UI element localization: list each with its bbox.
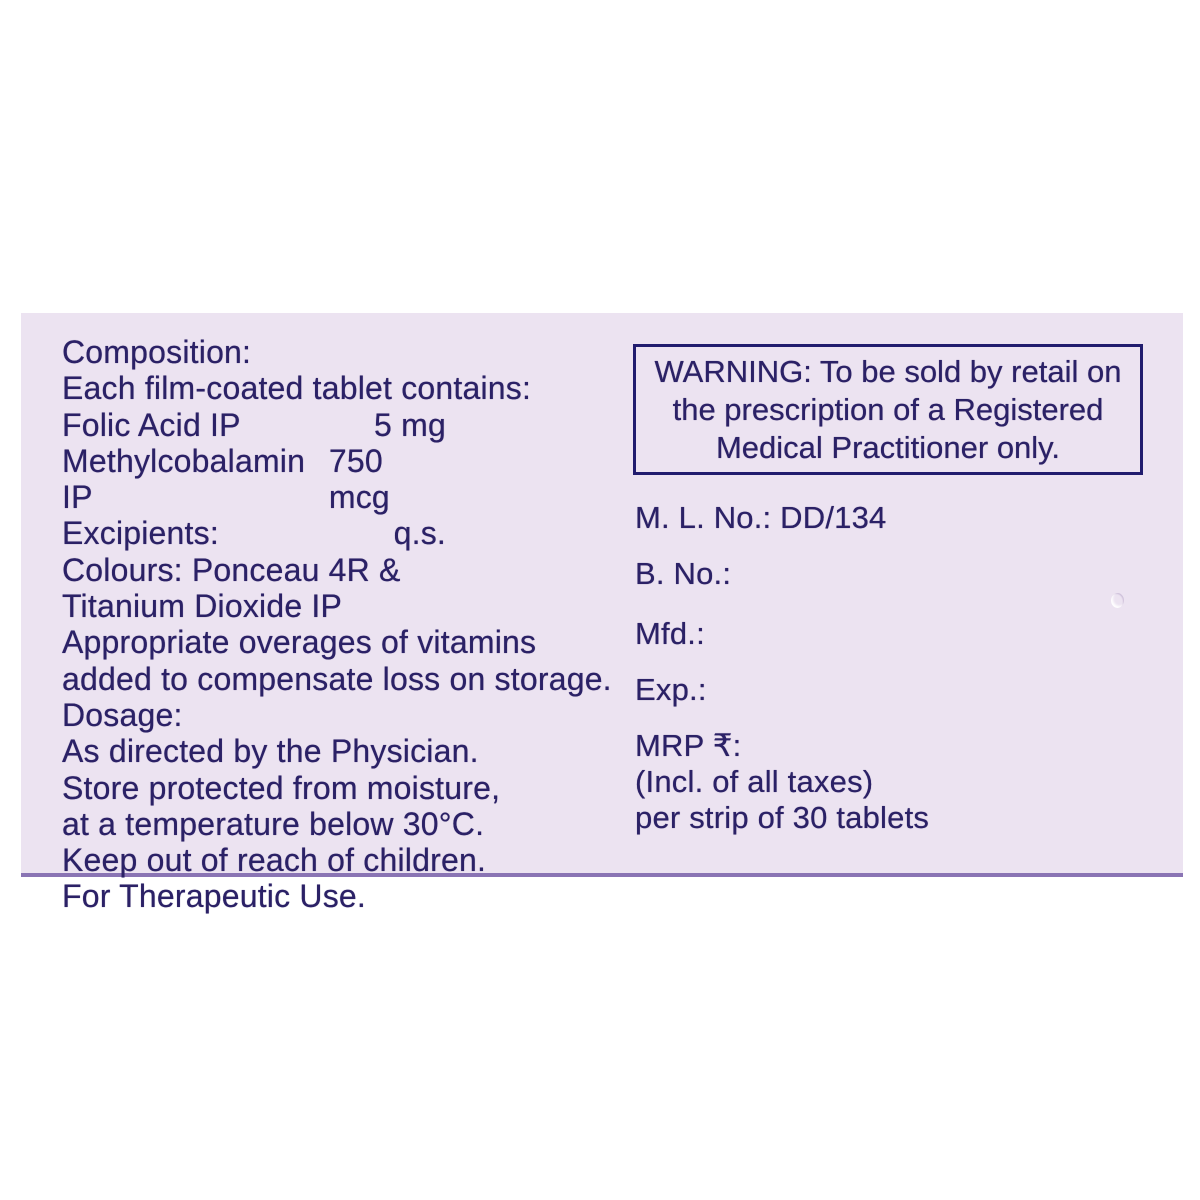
- batch-number-field: B. No.:: [635, 556, 732, 591]
- colours-line-1: Colours: Ponceau 4R &: [62, 551, 401, 588]
- medicine-box-back-panel: [21, 313, 1183, 915]
- mrp-pack-size-note: per strip of 30 tablets: [635, 800, 930, 835]
- ingredient-name: Methylcobalamin IP: [62, 442, 306, 516]
- colours-line-2: Titanium Dioxide IP: [62, 588, 343, 625]
- ingredient-amount: 5 mg: [374, 406, 446, 443]
- warning-line-3: Medical Practitioner only.: [715, 429, 1060, 465]
- mfd-date-field: Mfd.:: [635, 616, 705, 651]
- dosage-heading: Dosage:: [62, 696, 183, 733]
- storage-line-2: at a temperature below 30°C.: [62, 805, 485, 842]
- ml-number-field: M. L. No.: DD/134: [635, 500, 887, 535]
- ingredient-amount: q.s.: [393, 515, 446, 552]
- composition-section: [62, 334, 637, 915]
- therapeutic-use-note: For Therapeutic Use.: [62, 878, 366, 915]
- ingredient-row-folic-acid: [62, 407, 446, 443]
- photo-blemish: [1111, 593, 1124, 608]
- mrp-taxes-note: (Incl. of all taxes): [635, 764, 874, 799]
- ingredient-row-excipients: [62, 515, 446, 551]
- exp-date-field: Exp.:: [635, 672, 707, 707]
- dosage-text: As directed by the Physician.: [62, 733, 479, 770]
- storage-line-1: Store protected from moisture,: [62, 769, 501, 806]
- prescription-warning-box: [633, 344, 1143, 475]
- composition-heading: Composition:: [62, 334, 252, 370]
- warning-line-2: the prescription of a Registered: [672, 391, 1104, 427]
- ingredient-name: Excipients:: [62, 515, 219, 552]
- composition-subheading: Each film-coated tablet contains:: [62, 370, 532, 407]
- overage-line-1: Appropriate overages of vitamins: [62, 624, 537, 661]
- ingredient-row-methylcobalamin: [62, 443, 446, 516]
- mrp-field: MRP ₹:: [635, 728, 742, 763]
- warning-line-1: WARNING: To be sold by retail on: [654, 353, 1122, 389]
- ingredient-amount: 750 mcg: [328, 442, 390, 516]
- ingredient-name: Folic Acid IP: [62, 406, 241, 443]
- overage-line-2: added to compensate loss on storage.: [62, 660, 612, 697]
- storage-line-3: Keep out of reach of children.: [62, 842, 487, 879]
